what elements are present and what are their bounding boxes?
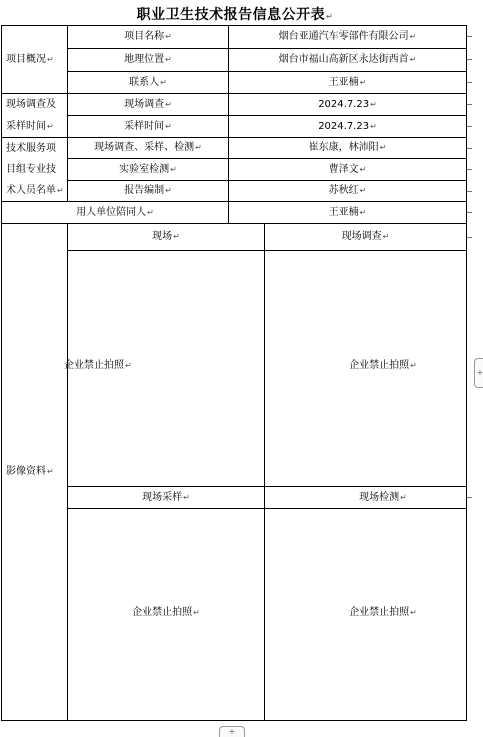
cell-end-mark [467,169,472,170]
add-row-handle[interactable]: + [219,726,245,737]
staff-lab-value: 曹泽文 ↵ [328,163,367,175]
staff-group-label: 技术服务项 目组专业技 术人员名单↵ [6,143,64,196]
sampling-label: 采样时间 ↵ [124,120,172,132]
contact-value: 王亚楠 ↵ [328,76,367,88]
escort-label: 用人单位陪同人 ↵ [76,206,154,218]
table-border-bottom [1,720,467,721]
document-title: 职业卫生技术报告信息公开表↵ [136,7,334,23]
sampling-date-value: 2024.7.23 ↵ [318,120,377,132]
cell-end-mark [467,212,472,213]
table-resize-handle[interactable]: + [474,358,483,388]
cell-end-mark [467,104,472,105]
survey-date-value: 2024.7.23 ↵ [318,98,377,110]
images-group-label: 影像资料 ↵ [6,466,54,477]
image-sampling-placeholder: 企业禁止拍照 ↵ [132,607,200,618]
location-value: 烟台市福山高新区永达街西首 ↵ [278,54,417,65]
cell-end-mark [467,148,472,149]
staff-lab-label: 实验室检测 ↵ [119,163,177,175]
staff-survey-value: 崔东康，林沛阳 ↵ [308,142,387,153]
image-testing-placeholder: 企业禁止拍照 ↵ [349,607,417,618]
project-name-label: 项目名称 ↵ [124,31,172,42]
col-line [264,223,265,721]
survey-time-group-label: 现场调查及 采样时间↵ [6,98,56,132]
cell-end-mark [467,36,472,37]
escort-value: 王亚楠 ↵ [328,206,367,218]
image-survey-placeholder: 企业禁止拍照 ↵ [349,360,417,371]
cell-end-mark [467,82,472,83]
cell-end-mark [467,126,472,127]
contact-label: 联系人 ↵ [129,76,167,88]
image-header-onsite: 现场 ↵ [152,231,180,242]
col-line [67,223,68,721]
image-header-survey: 现场调查 ↵ [341,231,390,242]
project-name-value: 烟台亚通汽车零部件有限公司 ↵ [278,31,417,42]
staff-report-value: 苏秋红 ↵ [328,185,367,196]
staff-report-label: 报告编制 ↵ [124,185,172,196]
image-header-testing: 现场检测 ↵ [359,491,407,503]
image-header-sampling: 现场采样 ↵ [142,491,190,503]
cell-end-mark [467,59,472,60]
location-label: 地理位置 ↵ [124,54,172,65]
staff-survey-label: 现场调查、采样、检测 ↵ [94,142,202,153]
project-overview-label: 项目概况 ↵ [6,53,54,65]
row-line [67,508,467,509]
cell-end-mark [467,237,472,238]
image-onsite-placeholder: 企业禁止拍照 ↵ [64,360,132,371]
row-line [67,250,467,251]
survey-label: 现场调查 ↵ [124,98,172,110]
cell-end-mark [467,191,472,192]
